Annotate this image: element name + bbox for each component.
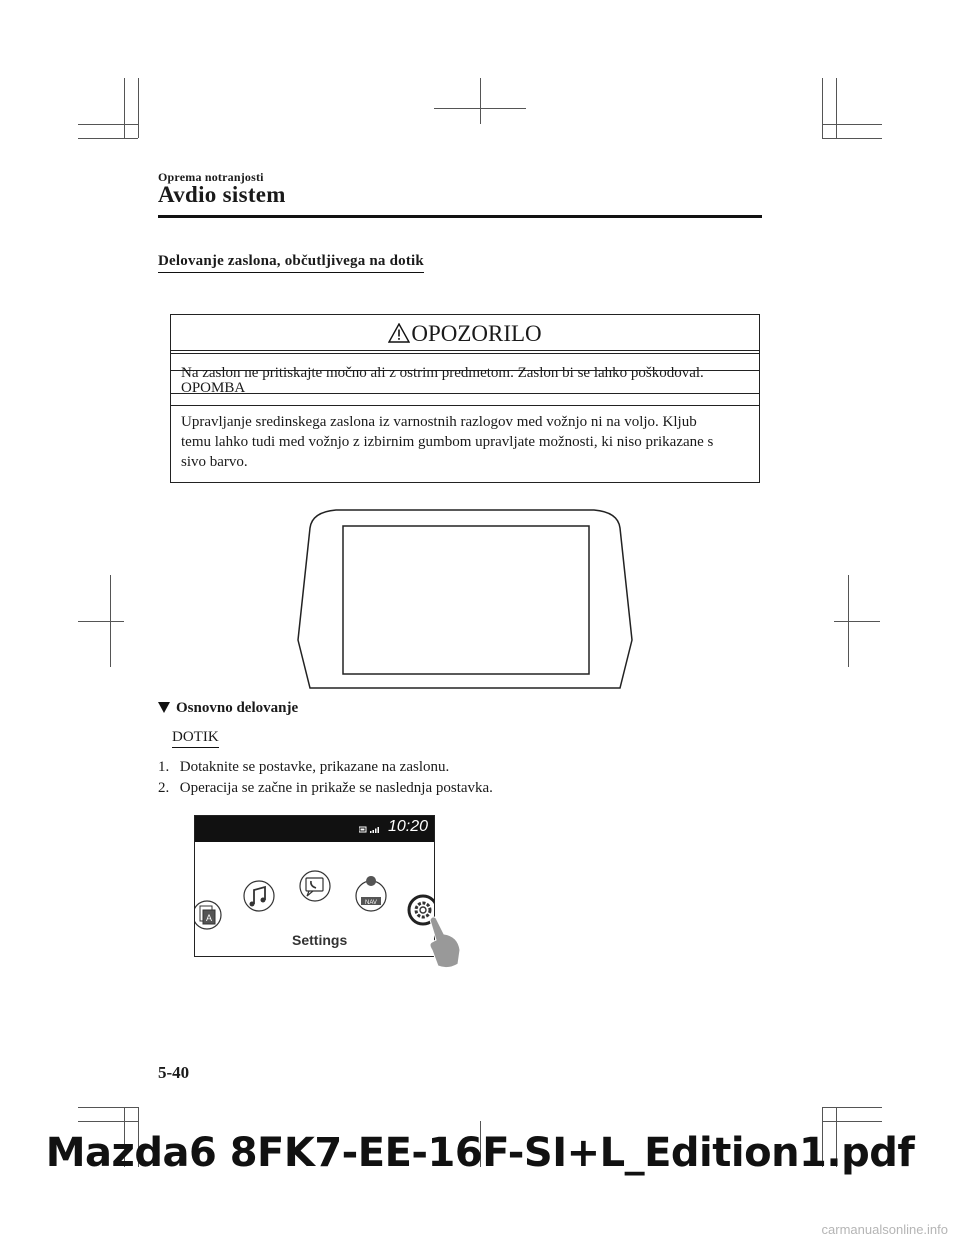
section-label: Oprema notranjosti bbox=[158, 170, 264, 184]
warning-icon bbox=[388, 323, 410, 343]
applications-icon bbox=[195, 901, 221, 929]
note-line: temu lahko tudi med vožnjo z izbirnim gumbom upravljate možnosti, ki niso prikazane s bbox=[181, 434, 714, 450]
watermark: carmanualsonline.info bbox=[821, 1222, 948, 1237]
music-icon bbox=[244, 881, 274, 911]
svg-text:A: A bbox=[205, 913, 213, 923]
note-text bbox=[171, 406, 759, 482]
page-number: 5-40 bbox=[158, 1063, 190, 1082]
signal-battery-icon bbox=[359, 826, 381, 834]
list-item: 2. Operacija se začne in prikaže se naslednja postavka. bbox=[158, 780, 493, 796]
status-bar bbox=[195, 816, 434, 842]
center-display-illustration bbox=[296, 506, 634, 690]
triangle-bullet-icon bbox=[158, 702, 170, 713]
note-title: OPOMBA bbox=[171, 371, 759, 406]
svg-text:NAV: NAV bbox=[365, 900, 377, 906]
subheading: Delovanje zaslona, občutljivega na dotik bbox=[158, 253, 424, 273]
page-title: Avdio sistem bbox=[158, 182, 286, 207]
list-item: 1. Dotaknite se postavke, prikazane na zaslonu. bbox=[158, 759, 450, 775]
note-line: sivo barvo. bbox=[181, 454, 248, 470]
steps-list bbox=[158, 757, 493, 799]
title-rule bbox=[158, 215, 762, 218]
note-line: Upravljanje sredinskega zaslona iz varnostnih razlogov med vožnjo ni na voljo. Kljub bbox=[181, 414, 697, 430]
settings-label: Settings bbox=[292, 932, 348, 948]
phone-icon bbox=[300, 871, 330, 901]
clock: 10:20 bbox=[387, 818, 428, 835]
touchscreen-illustration bbox=[194, 815, 435, 957]
finger-tap-icon bbox=[424, 914, 464, 970]
warning-title: OPOZORILO bbox=[411, 321, 542, 346]
warning-text: Na zaslon ne pritiskajte močno ali z ostrim predmetom. Zaslon bi se lahko poškodoval. bbox=[181, 365, 704, 381]
basic-operation-label: Osnovno delovanje bbox=[176, 700, 299, 716]
warning-header bbox=[171, 315, 759, 354]
footer-filename: Mazda6 8FK7-EE-16F-SI+L_Edition1.pdf bbox=[45, 1130, 915, 1176]
navigation-icon bbox=[356, 876, 386, 911]
basic-operation-heading bbox=[158, 700, 298, 717]
note-box bbox=[170, 370, 760, 483]
touch-label: DOTIK bbox=[172, 729, 219, 748]
